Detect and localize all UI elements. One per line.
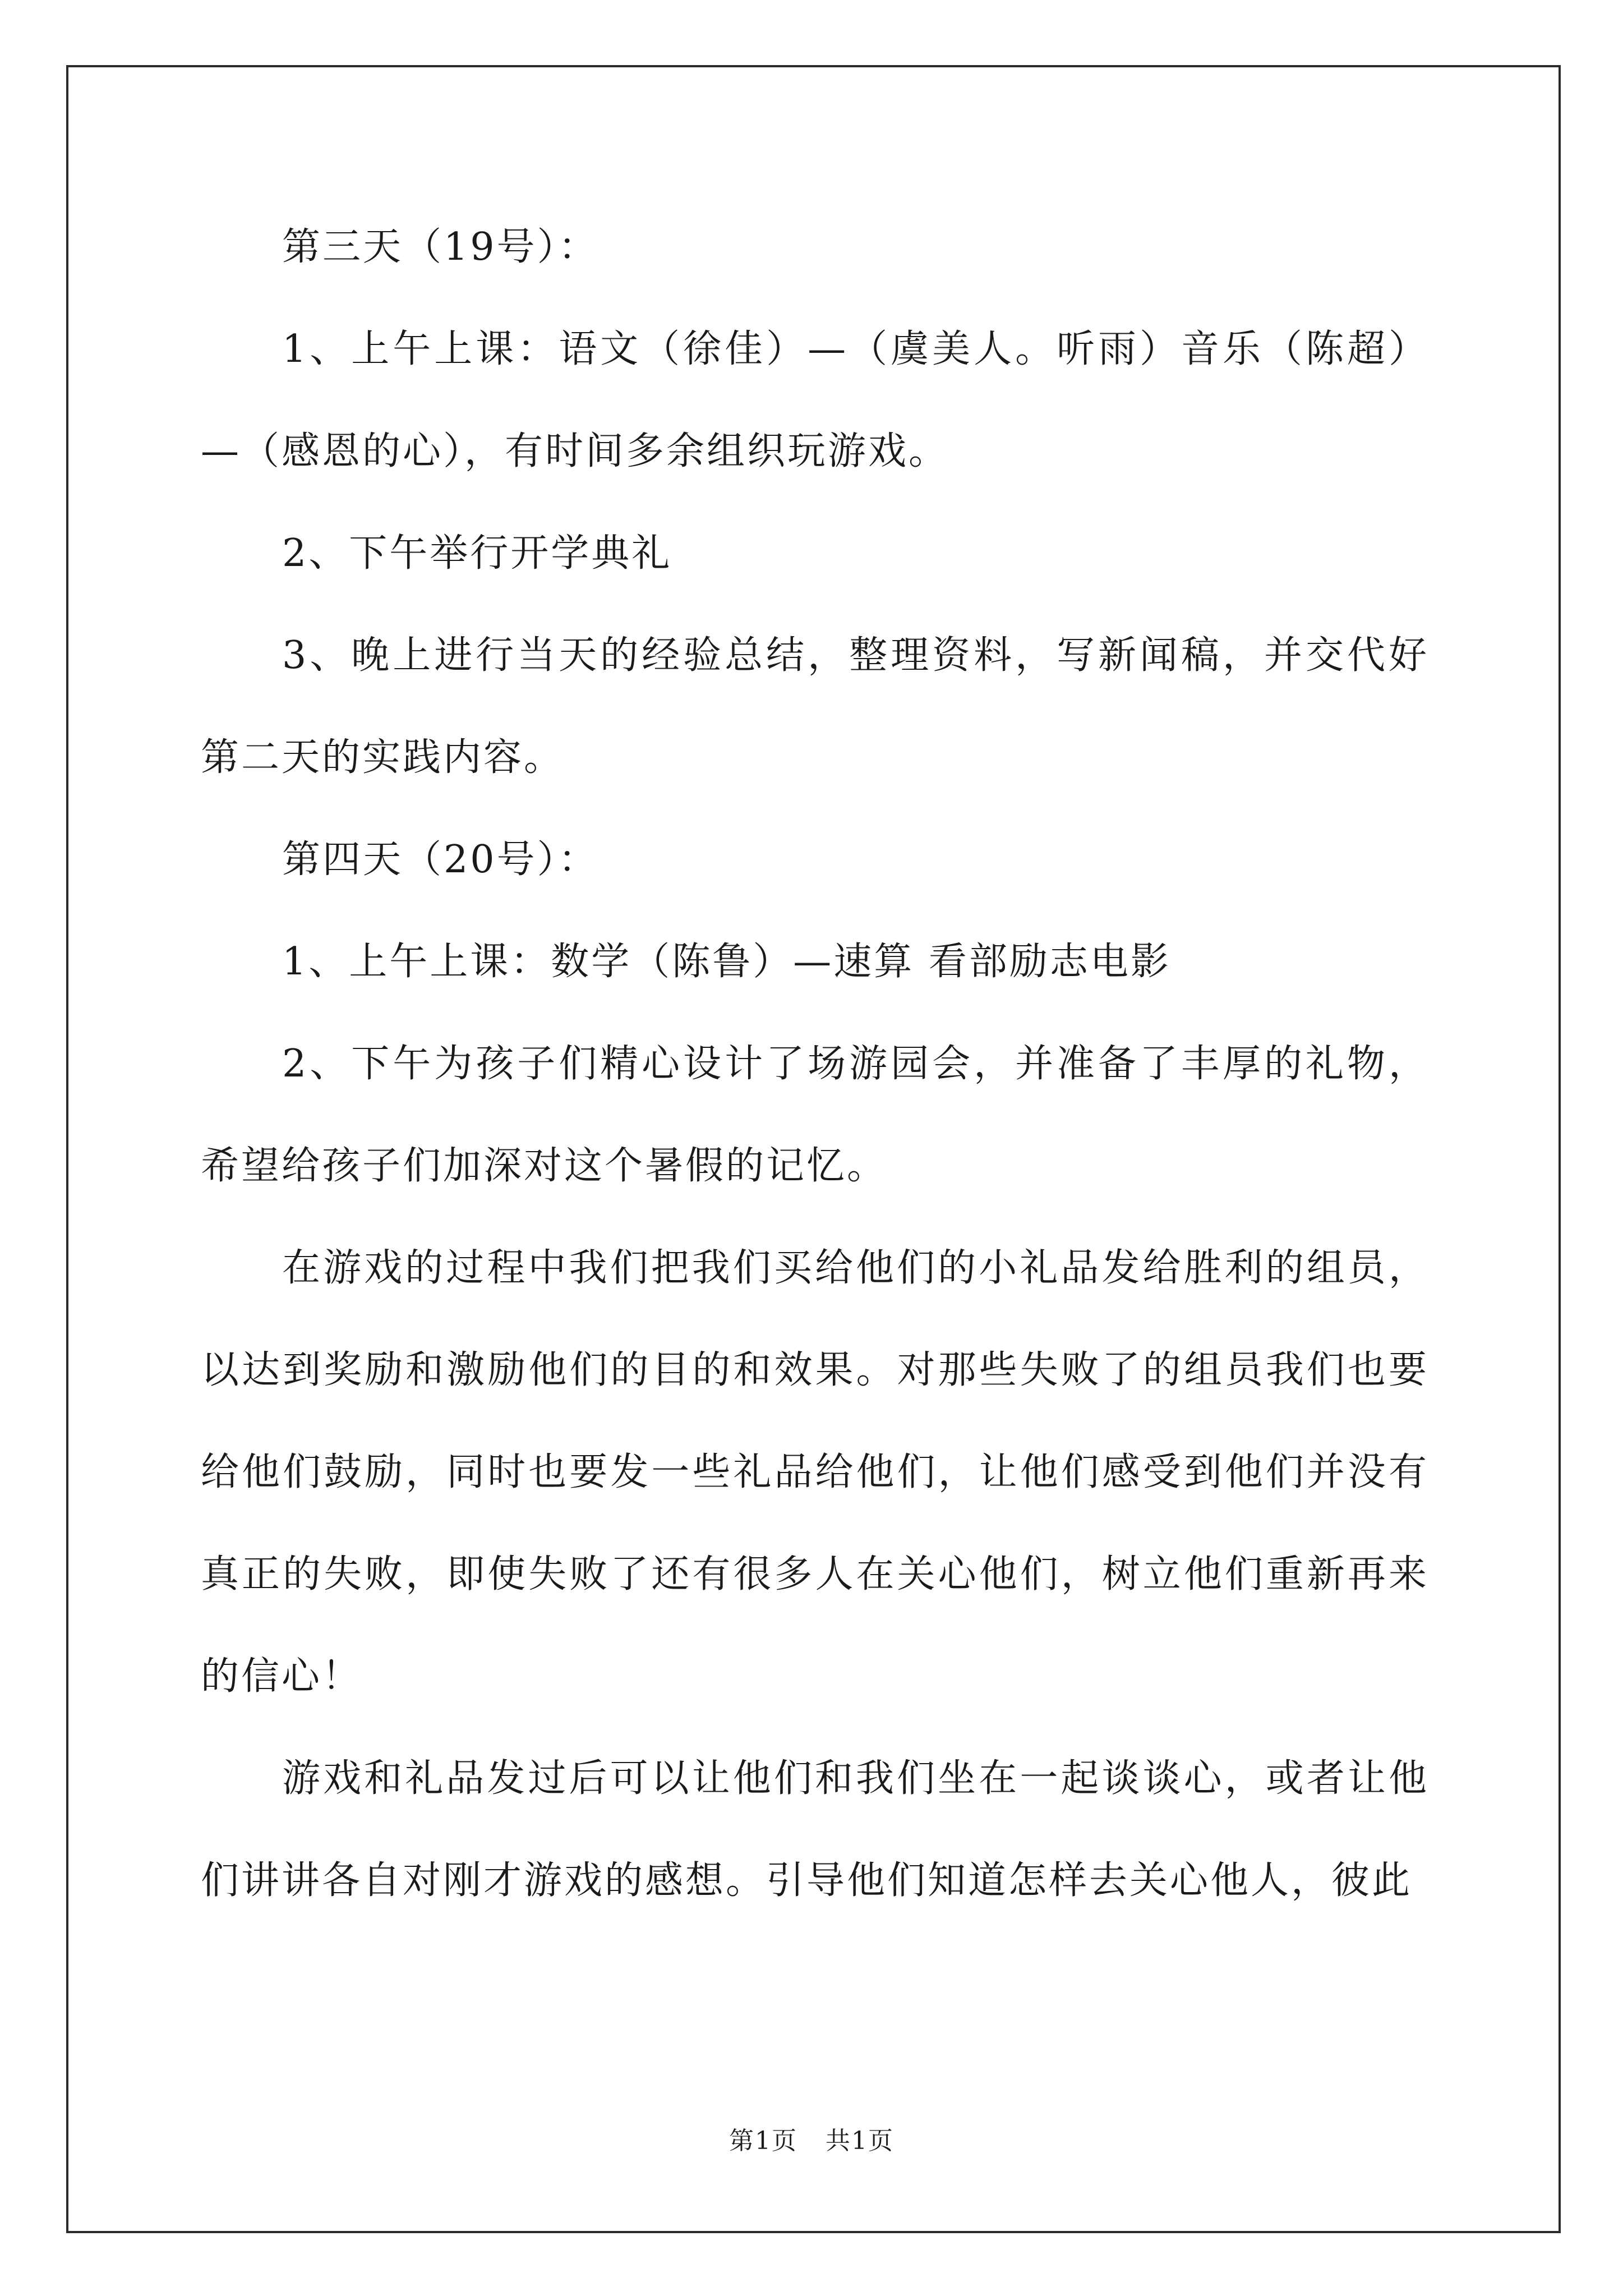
paragraph-day3-afternoon: 2、下午举行开学典礼	[282, 531, 672, 576]
paragraph-after-games: 游戏和礼品发过后可以让他们和我们坐在一起谈谈心，或者让他们讲讲各自对刚才游戏的感想。引导他们知道怎样去关心他人，彼此	[201, 1756, 1429, 1903]
paragraph-day3-morning: 1、上午上课：语文（徐佳）—（虞美人。听雨）音乐（陈超）—（感恩的心），有时间多余组织玩游戏。	[201, 327, 1429, 473]
paragraph-day4-afternoon: 2、下午为孩子们精心设计了场游园会，并准备了丰厚的礼物，希望给孩子们加深对这个暑假的记忆。	[201, 1042, 1429, 1188]
page-number-current: 第1页	[729, 2127, 797, 2155]
paragraph-day3-evening: 3、晚上进行当天的经验总结，整理资料，写新闻稿，并交代好第二天的实践内容。	[201, 633, 1429, 780]
page-footer	[0, 2120, 1623, 2156]
paragraph-day3-heading: 第三天（19号）：	[282, 225, 599, 269]
paragraph-day4-heading: 第四天（20号）：	[282, 838, 599, 882]
paragraph-game-rewards: 在游戏的过程中我们把我们买给他们的小礼品发给胜利的组员，以达到奖励和激励他们的目的和效果。对那些失败了的组员我们也要给他们鼓励，同时也要发一些礼品给他们，让他们感受到他们并没有真正的失败，即使失败了还有很多人在关心他们，树立他们重新再来的信心！	[201, 1246, 1429, 1699]
paragraph-day4-morning: 1、上午上课：数学（陈鲁）—速算 看部励志电影	[282, 940, 1171, 984]
document-body	[201, 196, 1429, 1932]
page-number-total: 共1页	[826, 2127, 894, 2155]
